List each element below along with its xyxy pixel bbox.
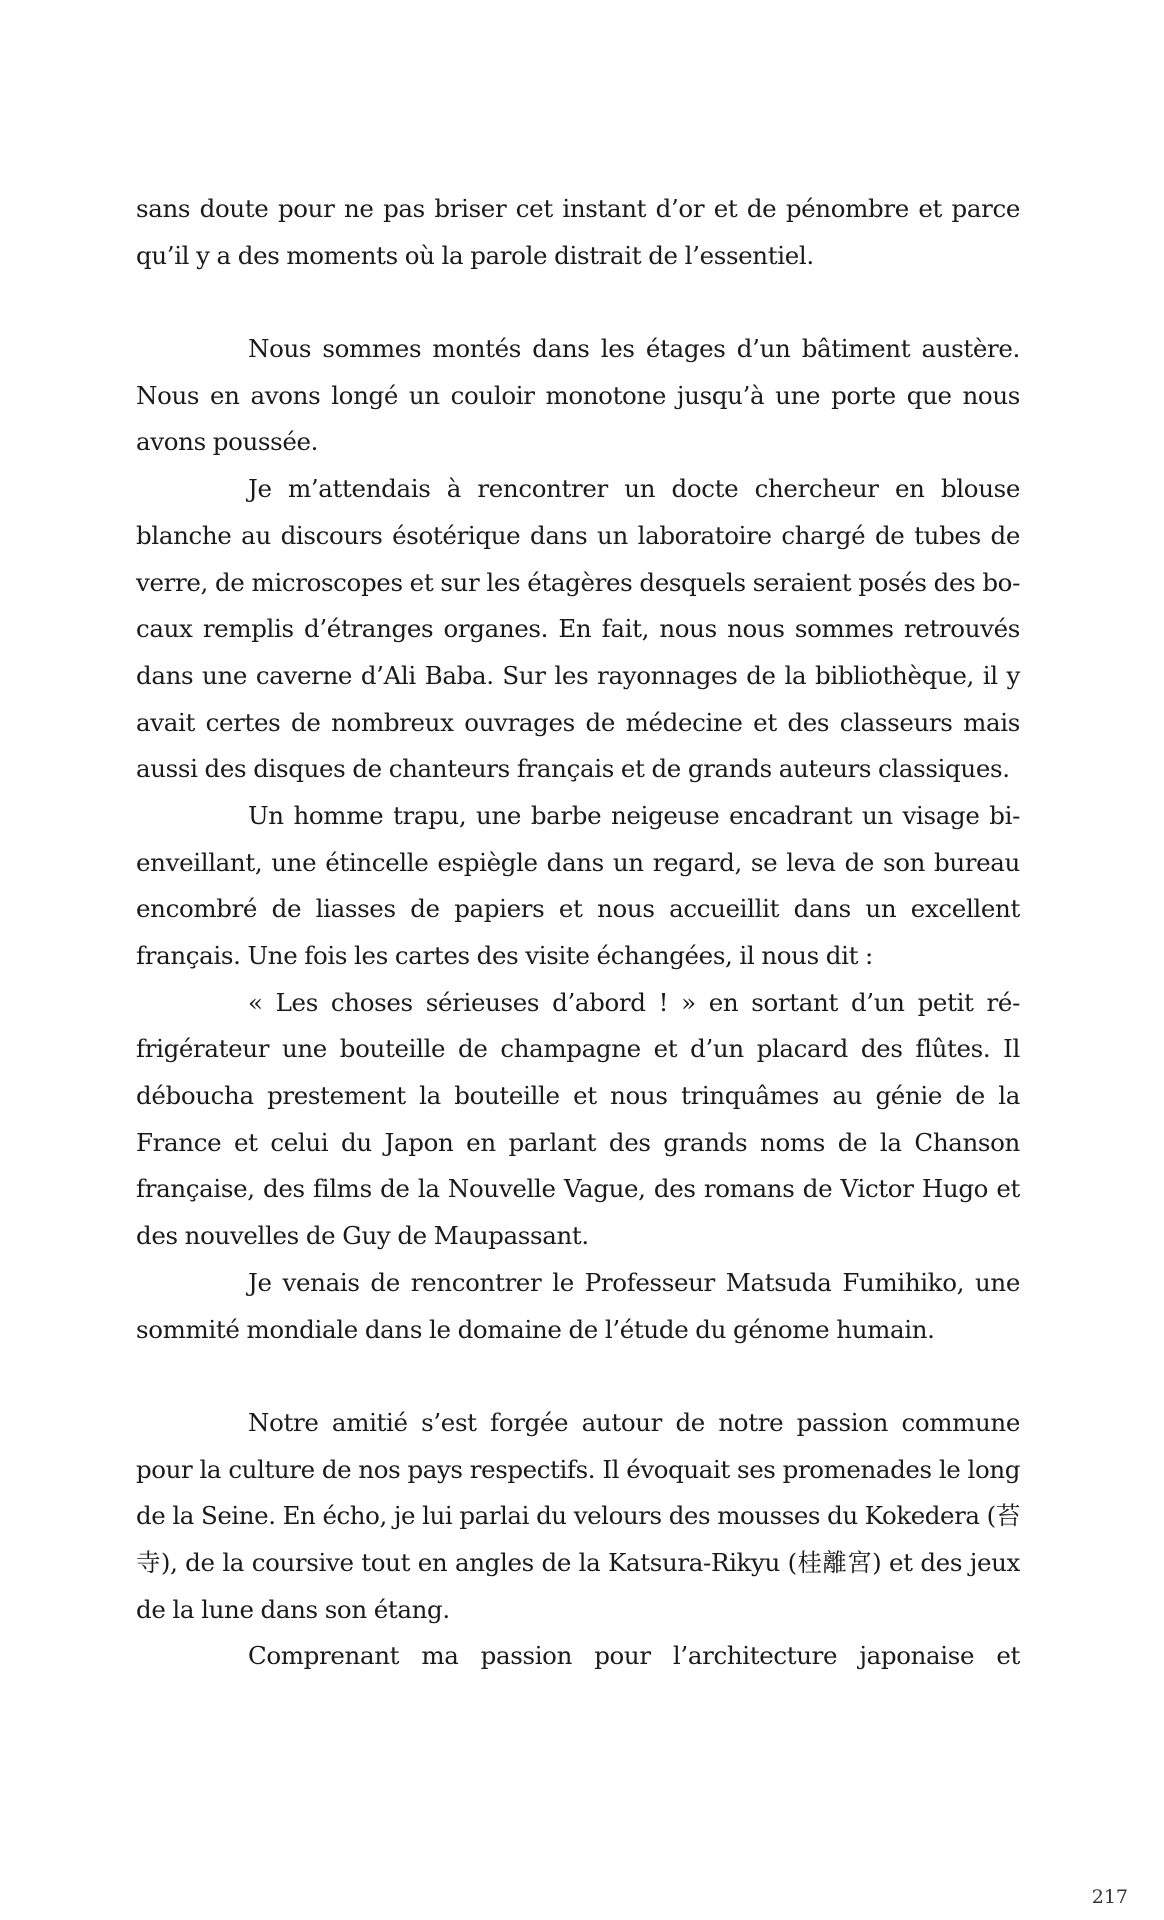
text-line: Je venais de rencontrer le Professeur Matsuda Fumihiko, une (248, 1267, 1020, 1297)
text-line: frigérateur une bouteille de champagne et d’un placard des flûtes. Il (136, 1034, 1020, 1064)
paragraph-break (136, 279, 1020, 326)
page-number: 217 (1091, 1886, 1128, 1908)
text-line: Nous sommes montés dans les étages d’un bâtiment austère. (248, 334, 1020, 364)
text-line: « Les choses sérieuses d’abord ! » en sortant d’un petit ré- (248, 987, 1020, 1017)
text-line: Un homme trapu, une barbe neigeuse encadrant un visage bi- (248, 800, 1020, 830)
paragraph-break (136, 1353, 1020, 1400)
body-text (136, 186, 1020, 1680)
text-line: Comprenant ma passion pour l’architecture japonaise et (248, 1641, 1020, 1671)
text-line: verre, de microscopes et sur les étagères desquels seraient posés des bo- (136, 567, 1020, 597)
text-line: caux remplis d’étranges organes. En fait, nous nous sommes retrouvés (136, 614, 1020, 644)
text-line: sommité mondiale dans le domaine de l’étude du génome humain. (136, 1314, 935, 1344)
text-line: pour la culture de nos pays respectifs. Il évoquait ses promenades le long (136, 1454, 1020, 1484)
text-line: de la lune dans son étang. (136, 1594, 450, 1624)
text-line: France et celui du Japon en parlant des grands noms de la Chanson (136, 1127, 1020, 1157)
text-line: sans doute pour ne pas briser cet instant d’or et de pénombre et parce (136, 194, 1020, 223)
text-line: Nous en avons longé un couloir monotone jusqu’à une porte que nous (136, 380, 1020, 410)
text-line: des nouvelles de Guy de Maupassant. (136, 1221, 589, 1251)
text-line: déboucha prestement la bouteille et nous trinquâmes au génie de la (136, 1081, 1020, 1111)
text-line: française, des films de la Nouvelle Vague, des romans de Victor Hugo et (136, 1174, 1020, 1204)
text-line: encombré de liasses de papiers et nous accueillit dans un excellent (136, 894, 1020, 924)
text-line: français. Une fois les cartes des visite échangées, il nous dit : (136, 941, 873, 970)
text-line: Notre amitié s’est forgée autour de notre passion commune (248, 1407, 1020, 1437)
text-line: dans une caverne d’Ali Baba. Sur les rayonnages de la bibliothèque, il y (136, 660, 1020, 690)
text-line: aussi des disques de chanteurs français et de grands auteurs classiques. (136, 754, 1010, 784)
text-line: Je m’attendais à rencontrer un docte chercheur en blouse (248, 474, 1020, 504)
text-line: qu’il y a des moments où la parole distrait de l’essentiel. (136, 240, 814, 270)
text-line: de la Seine. En écho, je lui parlai du velours des mousses du Kokedera (苔 (136, 1501, 1020, 1531)
text-line: avons poussée. (136, 427, 319, 457)
text-line: avait certes de nombreux ouvrages de médecine et des classeurs mais (136, 707, 1020, 737)
text-line: enveillant, une étincelle espiègle dans un regard, se leva de son bureau (136, 847, 1020, 877)
text-line: 寺), de la coursive tout en angles de la Katsura-Rikyu (桂離宮) et des jeux (136, 1547, 1020, 1577)
text-line: blanche au discours ésotérique dans un laboratoire chargé de tubes de (136, 520, 1020, 550)
